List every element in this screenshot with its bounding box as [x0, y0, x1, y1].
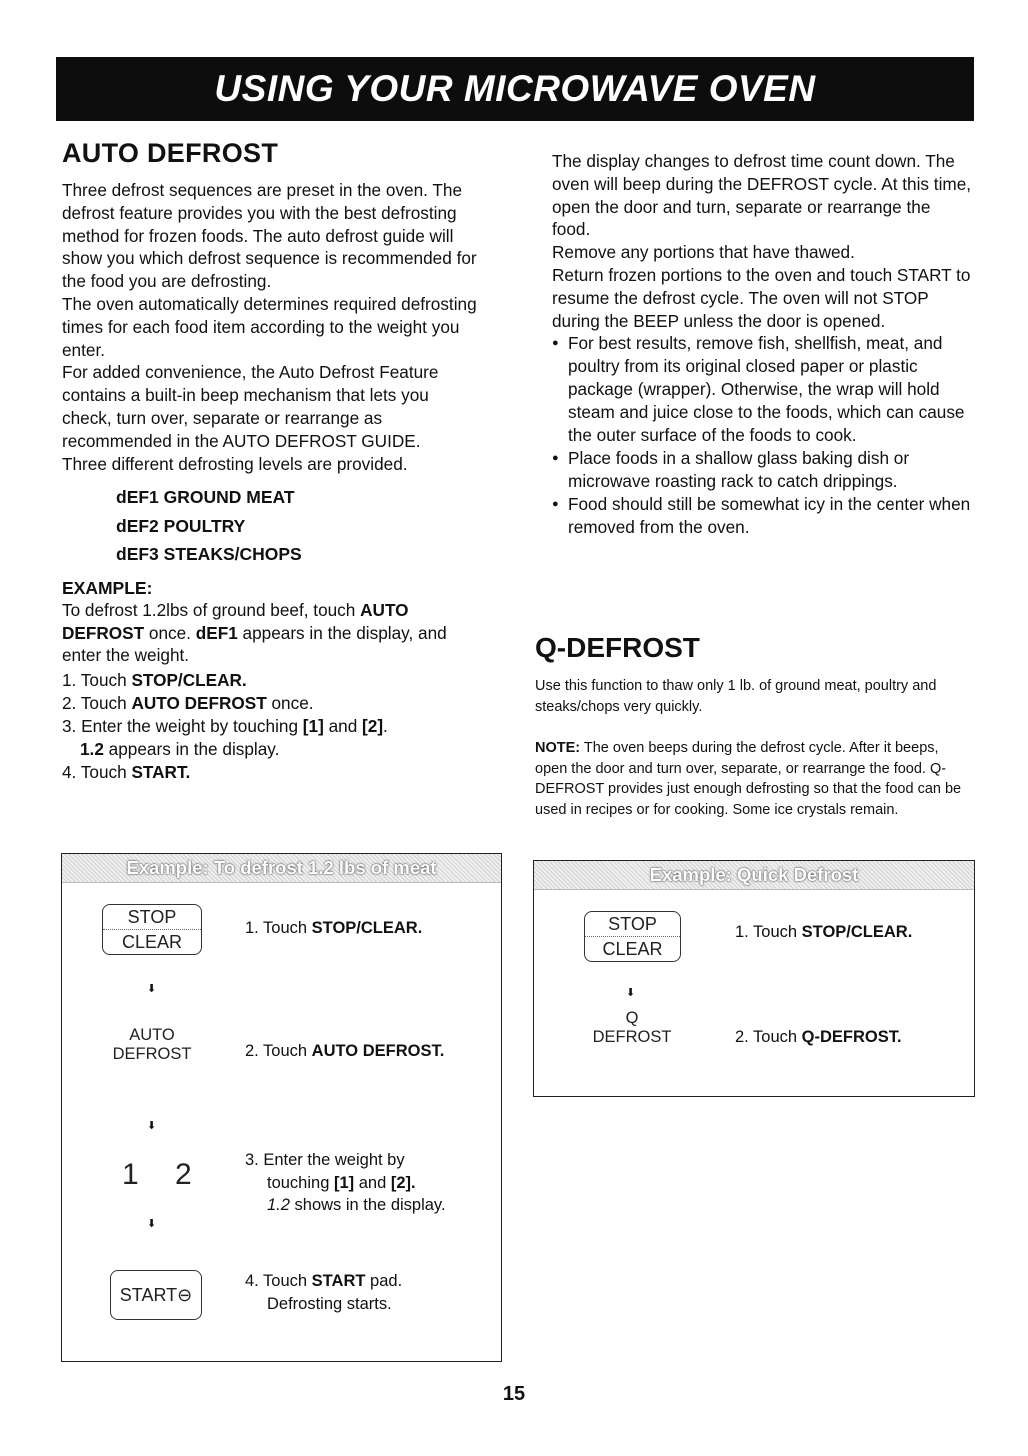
arrow-down-icon: ⬇: [626, 987, 636, 999]
arrow-down-icon: ⬇: [147, 983, 157, 995]
example-step-3: 3. Enter the weight by touching [1] and [2]. 1.2 appears in the display.: [62, 716, 388, 760]
example-box-1-title: Example: To defrost 1.2 lbs of meat: [62, 854, 501, 883]
auto-defrost-intro-3: For added convenience, the Auto Defrost Feature contains a built-in beep mechanism that lets you check, turn over, separate or rearrange as recommended in the AUTO DEFROST GUIDE.: [62, 362, 439, 451]
weight-display-digits: 1 2: [122, 1158, 206, 1191]
stop-clear-key[interactable]: [584, 911, 681, 962]
auto-defrost-intro-1: Three defrost sequences are preset in the oven. The defrost feature provides you with the best defrosting method for frozen foods. The auto defrost guide will show you which defrost sequence is recommended for the food you are defrosting.: [62, 180, 477, 292]
stop-key-label: STOP: [608, 914, 657, 934]
clear-key-label: CLEAR: [103, 929, 201, 954]
q-defrost-heading: Q-DEFROST: [535, 632, 700, 663]
page-number: 15: [502, 1383, 526, 1405]
auto-defrost-heading: AUTO DEFROST: [62, 138, 279, 168]
defrost-notes-section: [552, 150, 972, 539]
example-text: To defrost 1.2lbs of ground beef, touch AUTO DEFROST once. dEF1 appears in the display, and enter the weight.: [62, 599, 447, 666]
example-step-1: 1. Touch STOP/CLEAR.: [62, 670, 247, 691]
auto-defrost-intro-2: The oven automatically determines required defrosting times for each food item according to the weight you enter.: [62, 293, 477, 360]
arrow-down-icon: ⬇: [147, 1218, 157, 1230]
stop-key-label: STOP: [127, 907, 177, 927]
page-banner-title: USING YOUR MICROWAVE OVEN: [56, 57, 974, 121]
auto-key-label: AUTO: [129, 1026, 175, 1044]
auto-defrost-intro-4: Three different defrosting levels are provided.: [62, 453, 408, 474]
example-step-2: 2. Touch AUTO DEFROST once.: [62, 693, 314, 714]
start-key[interactable]: START⊖: [110, 1270, 202, 1320]
box1-step-2: 2. Touch AUTO DEFROST.: [245, 1042, 445, 1060]
example-step-4: 4. Touch START.: [62, 762, 191, 783]
example-box-2-title: Example: Quick Defrost: [534, 861, 974, 890]
defrost-note-para-2: Remove any portions that have thawed.: [552, 242, 855, 263]
example-box-auto-defrost: [61, 853, 502, 1362]
arrow-down-icon: ⬇: [147, 1120, 157, 1132]
defrost-note-para-3: Return frozen portions to the oven and touch START to resume the defrost cycle. The oven will not STOP during the BEEP unless the door is opened.: [552, 264, 971, 331]
q-defrost-description: Use this function to thaw only 1 lb. of ground meat, poultry and steaks/chops very quickly.: [535, 678, 937, 715]
defrost-level-2: dEF2 POULTRY: [116, 515, 246, 536]
defrost-tip-3: ● Food should still be somewhat icy in the center when removed from the oven.: [552, 493, 972, 539]
box1-step-3: 3. Enter the weight by touching [1] and [2]. 1.2 shows in the display.: [245, 1151, 446, 1214]
defrost-tips-list: [552, 332, 972, 539]
clear-key-label: CLEAR: [585, 936, 680, 961]
defrost-note-para-1: The display changes to defrost time count down. The oven will beep during the DEFROST cycle. At this time, open the door and turn, separate or rearrange the food.: [552, 151, 972, 240]
defrost-levels-list: [116, 483, 482, 569]
box1-step-1: 1. Touch STOP/CLEAR.: [245, 919, 423, 937]
defrost-level-3: dEF3 STEAKS/CHOPS: [116, 544, 302, 565]
auto-defrost-section: [62, 138, 482, 784]
example-label: EXAMPLE:: [62, 577, 153, 598]
stop-clear-key[interactable]: [102, 904, 202, 955]
box1-step-4: 4. Touch START pad. Defrosting starts.: [245, 1272, 403, 1313]
defrost-tip-1: ● For best results, remove fish, shellfish, meat, and poultry from its original closed paper or plastic package (wrapper). Otherwise, the wrap will hold steam and juice close to the foods, which can cause the outer surface of the foods to cook.: [552, 332, 972, 447]
box2-step-2: 2. Touch Q-DEFROST.: [735, 1028, 902, 1046]
defrost-level-1: dEF1 GROUND MEAT: [116, 487, 295, 508]
q-key-label: Q: [625, 1009, 639, 1027]
box2-step-1: 1. Touch STOP/CLEAR.: [735, 923, 913, 941]
q-defrost-note: NOTE: The oven beeps during the defrost cycle. After it beeps, open the door and turn over, separate, or rearrange the food. Q-DEFROST provides just enough defrosting so that the food can be used in recipes or for cooking. Some ice crystals remain.: [535, 740, 962, 818]
defrost-tip-2: ● Place foods in a shallow glass baking dish or microwave roasting rack to catch drippings.: [552, 447, 972, 493]
example-box-quick-defrost: [533, 860, 975, 1097]
q-defrost-key[interactable]: [572, 1009, 692, 1047]
defrost-key-label: DEFROST: [592, 1028, 672, 1046]
example-steps: [62, 669, 482, 784]
defrost-key-label: DEFROST: [112, 1045, 192, 1063]
auto-defrost-key[interactable]: [92, 1026, 212, 1064]
